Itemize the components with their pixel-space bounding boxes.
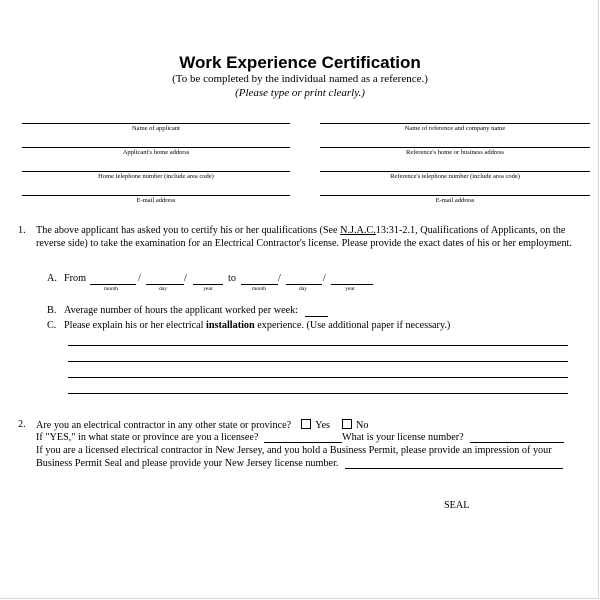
item1-line1-post: 13:31-2.1, Qualifications of Applicants, on the <box>375 225 566 236</box>
reference-name-line[interactable] <box>320 123 590 124</box>
applicant-email-line[interactable] <box>22 195 290 196</box>
item2-line4: Business Permit Seal and please provide your New Jersey license number. <box>36 458 339 469</box>
from-slash-2: / <box>184 273 187 284</box>
from-slash-1: / <box>138 273 141 284</box>
experience-question-post: experience. (Use additional paper if necessary.) <box>254 320 451 331</box>
reference-email-line[interactable] <box>320 195 590 196</box>
njac-reference: N.J.A.C. <box>340 225 376 236</box>
reference-email-label: E-mail address <box>435 197 475 204</box>
experience-line-3[interactable] <box>68 377 568 378</box>
to-slash-1: / <box>278 273 281 284</box>
reference-address-label: Reference's home or business address <box>406 149 504 156</box>
hours-question: Average number of hours the applicant worked per week: <box>64 305 299 316</box>
applicant-email-label: E-mail address <box>136 197 176 204</box>
item2-line3: If you are a licensed electrical contractor in New Jersey, and you hold a Business Permit, please provide an impression of your <box>36 445 552 456</box>
seal-label: SEAL <box>444 500 470 511</box>
installation-word: installation <box>206 320 255 331</box>
item2-question-row <box>36 419 368 431</box>
item1-line1-pre: The above applicant has asked you to certify his or her qualifications (See <box>36 225 341 236</box>
nj-license-field[interactable] <box>345 468 563 469</box>
experience-line-1[interactable] <box>68 345 568 346</box>
item1c-label: C. <box>47 320 57 331</box>
to-month-field[interactable] <box>241 284 278 285</box>
to-year-caption: year <box>345 286 355 292</box>
from-label: From <box>64 273 87 284</box>
from-year-field[interactable] <box>193 284 223 285</box>
item1-line1 <box>36 225 565 236</box>
from-day-caption: day <box>159 286 167 292</box>
applicant-phone-line[interactable] <box>22 171 290 172</box>
no-label: No <box>355 420 369 431</box>
to-year-field[interactable] <box>331 284 373 285</box>
item1a-label: A. <box>47 273 57 284</box>
form-subtitle: (To be completed by the individual named as a reference.) <box>172 73 428 85</box>
form-instruction: (Please type or print clearly.) <box>235 87 365 99</box>
from-month-caption: month <box>103 286 119 292</box>
to-label: to <box>228 273 236 284</box>
yes-checkbox[interactable] <box>301 419 311 429</box>
experience-question <box>64 320 450 331</box>
license-number-question: What is your license number? <box>342 432 464 443</box>
applicant-address-line[interactable] <box>22 147 290 148</box>
experience-question-pre: Please explain his or her electrical <box>64 320 206 331</box>
to-slash-2: / <box>323 273 326 284</box>
to-day-field[interactable] <box>286 284 322 285</box>
experience-line-2[interactable] <box>68 361 568 362</box>
state-field[interactable] <box>264 442 342 443</box>
hours-field[interactable] <box>305 316 328 317</box>
other-state-question: Are you an electrical contractor in any other state or province? <box>36 420 292 431</box>
to-day-caption: day <box>299 286 307 292</box>
item2-number: 2. <box>18 419 26 430</box>
from-year-caption: year <box>203 286 213 292</box>
reference-phone-label: Reference's telephone number (include area code) <box>390 173 520 180</box>
reference-phone-line[interactable] <box>320 171 590 172</box>
to-month-caption: month <box>251 286 267 292</box>
state-question: If "YES," in what state or province are you a licensee? <box>36 432 259 443</box>
no-checkbox[interactable] <box>342 419 352 429</box>
item1-line2: reverse side) to take the examination for an Electrical Contractor's license. Please provide the exact dates of his or her employment. <box>36 238 572 249</box>
reference-name-label: Name of reference and company name <box>404 125 506 132</box>
applicant-phone-label: Home telephone number (include area code) <box>98 173 214 180</box>
yes-label: Yes <box>315 420 330 431</box>
item1b-label: B. <box>47 305 57 316</box>
license-number-field[interactable] <box>470 442 564 443</box>
applicant-name-label: Name of applicant <box>131 125 180 132</box>
from-day-field[interactable] <box>146 284 184 285</box>
from-month-field[interactable] <box>90 284 136 285</box>
form-title: Work Experience Certification <box>179 53 421 72</box>
reference-address-line[interactable] <box>320 147 590 148</box>
experience-line-4[interactable] <box>68 393 568 394</box>
applicant-address-label: Applicant's home address <box>122 149 190 156</box>
applicant-name-line[interactable] <box>22 123 290 124</box>
item1-number: 1. <box>18 225 26 236</box>
